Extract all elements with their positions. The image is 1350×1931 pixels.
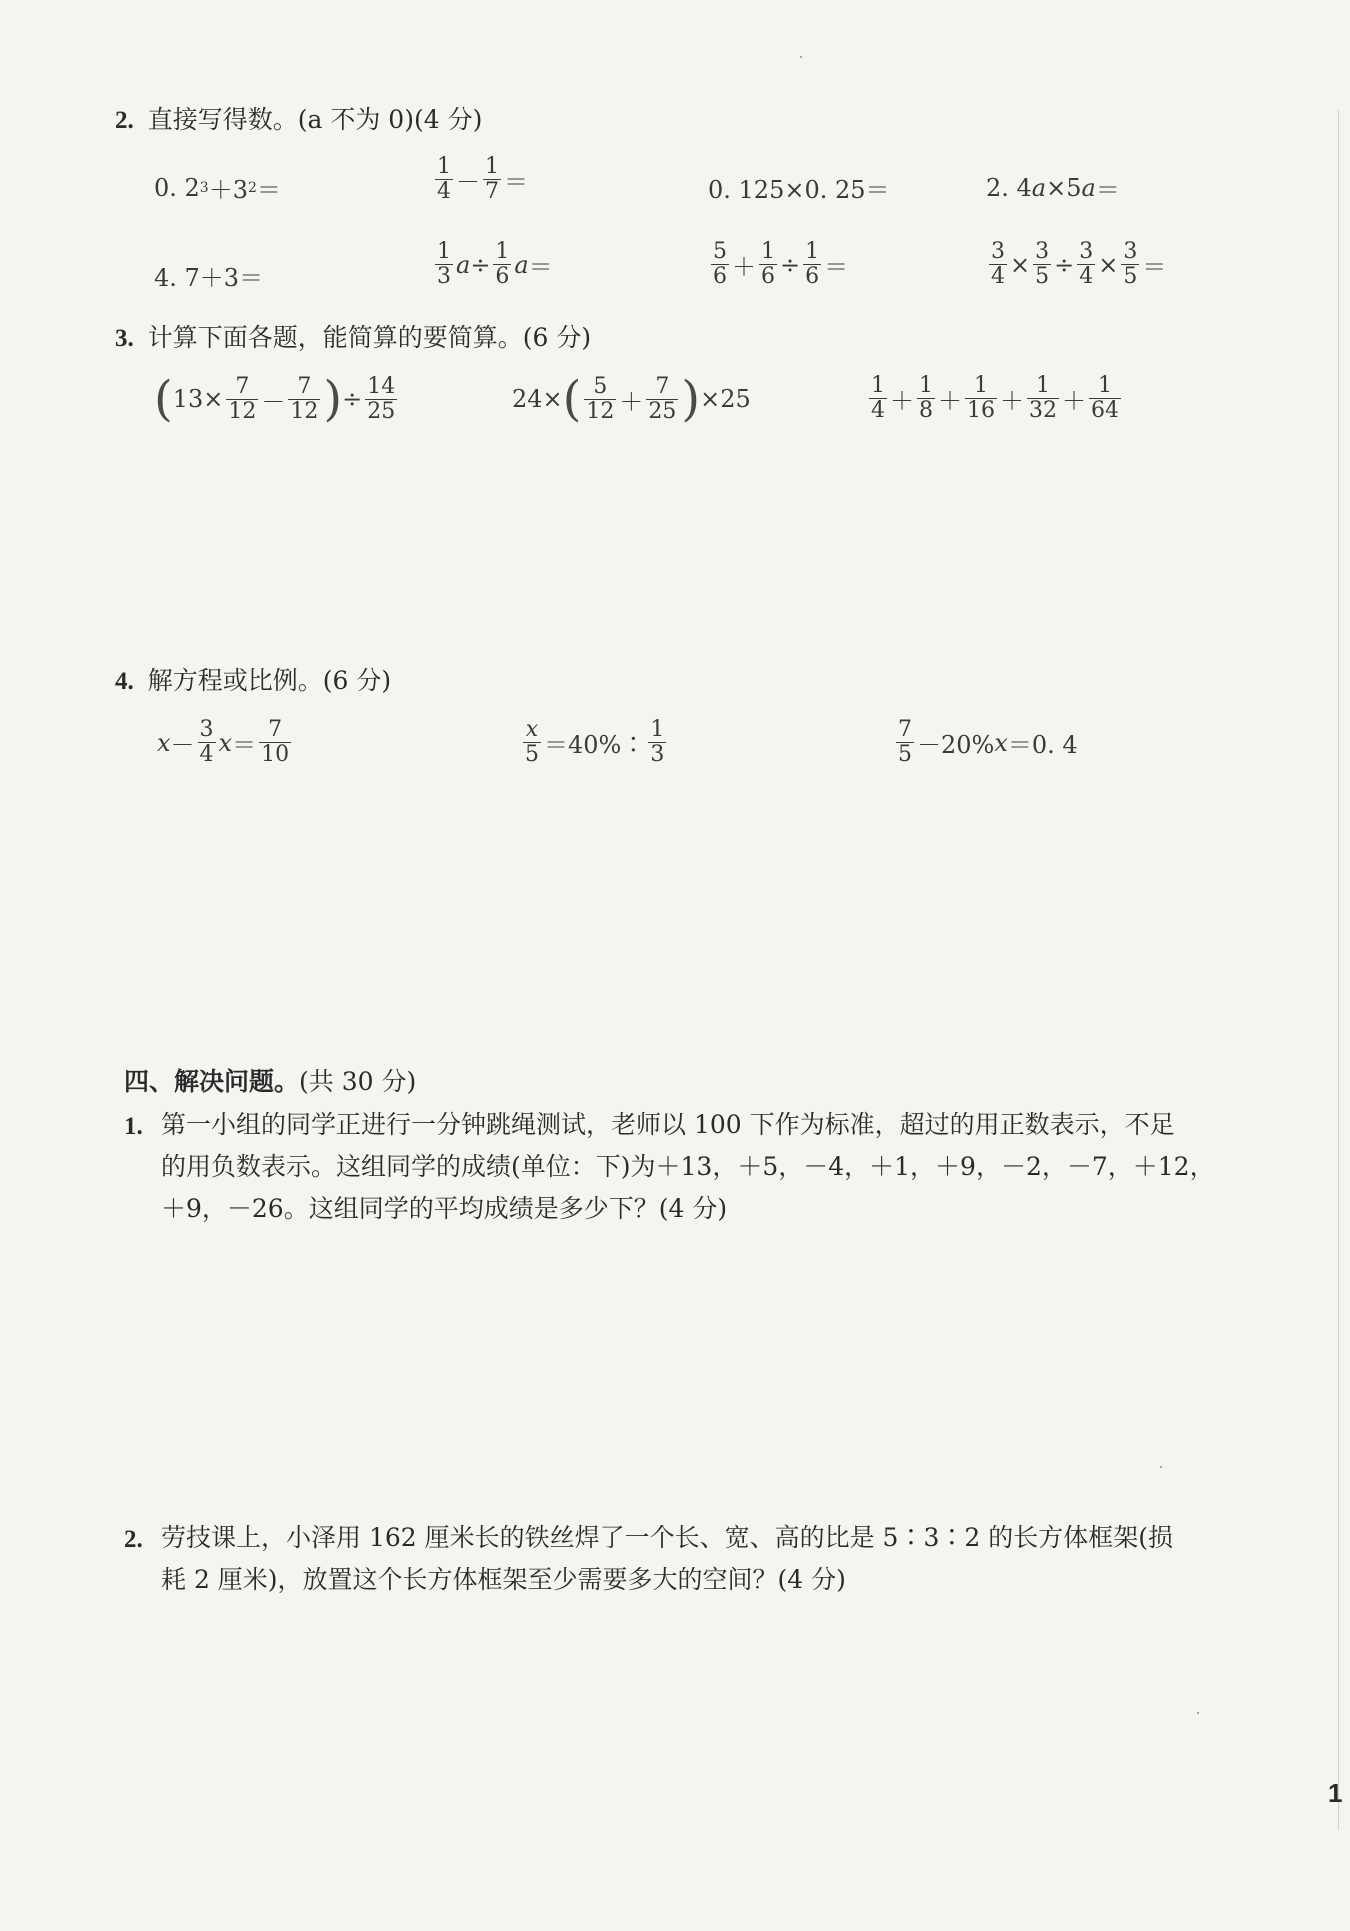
- q3-expr-1: ( 13× $\frac{7}{12}$ － $\frac{7}{12}$ ) ÷ $\frac{14}{25}$: [154, 371, 396, 427]
- q2-expr-2: $\frac{1}{4}$ － $\frac{1}{7}$ ＝: [437, 154, 528, 204]
- q4-expr-3: $\frac{7}{5}$ －20% x ＝0. 4: [898, 717, 1078, 767]
- scan-speck: [1197, 1712, 1199, 1714]
- q4-expr-2: $\frac{x}{5}$ ＝40%∶ $\frac{1}{3}$: [525, 717, 665, 767]
- q2-expr-7: $\frac{5}{6}$ ＋ $\frac{1}{6}$ ÷ $\frac{1}{6}$ ＝: [713, 239, 849, 289]
- q2-expr-3: 0. 125×0. 25＝: [708, 176, 890, 204]
- q3-expr-3: $\frac{1}{4}$ ＋ $\frac{1}{8}$ ＋ $\frac{1}{16}$ ＋ $\frac{1}{32}$ ＋ $\frac{1}{64}$: [871, 373, 1119, 423]
- q4-heading: 4. 解方程或比例。(6 分): [115, 666, 392, 695]
- problem1-number: 1.: [124, 1113, 143, 1140]
- q3-expr-2: 24× ( $\frac{5}{12}$ ＋ $\frac{7}{25}$ ) ×25: [512, 371, 751, 427]
- q2-expr-1: 0. 2 3 ＋3 2 ＝: [154, 173, 281, 204]
- problem1-text: 第一小组的同学正进行一分钟跳绳测试，老师以 100 下作为标准，超过的用正数表示，不足 的用负数表示。这组同学的成绩(单位：下)为＋13，＋5，－4，＋1，＋9，－2，－7，＋12， ＋9，－26。这组同学的平均成绩是多少下？(4 分): [161, 1110, 1215, 1223]
- q2-expr-6: $\frac{1}{3}$ a ÷ $\frac{1}{6}$ a ＝: [437, 239, 553, 289]
- q2-heading: 2. 直接写得数。(a 不为 0)(4 分): [115, 105, 483, 134]
- scan-speck: [800, 56, 802, 58]
- problem2-number: 2.: [124, 1526, 143, 1553]
- q2-expr-4: 2. 4 a ×5 a ＝: [986, 173, 1120, 204]
- q2-expr-5: 4. 7＋3＝: [154, 264, 264, 292]
- q3-heading: 3. 计算下面各题，能简算的要简算。(6 分): [115, 323, 592, 352]
- problem2-text: 劳技课上，小泽用 162 厘米长的铁丝焊了一个长、宽、高的比是 5∶3∶2 的长方体框架(损 耗 2 厘米)，放置这个长方体框架至少需要多大的空间？(4 分): [161, 1523, 1173, 1594]
- q2-expr-8: $\frac{3}{4}$ × $\frac{3}{5}$ ÷ $\frac{3}{4}$ × $\frac{3}{5}$ ＝: [991, 239, 1167, 289]
- page-number: 1: [1328, 1778, 1343, 1808]
- scan-speck: [1160, 1466, 1162, 1468]
- margin-rule: [1338, 110, 1339, 1830]
- q4-expr-1: x － $\frac{3}{4}$ x ＝ $\frac{7}{10}$: [157, 717, 290, 767]
- section4-heading: 四、解决问题。(共 30 分): [124, 1067, 417, 1096]
